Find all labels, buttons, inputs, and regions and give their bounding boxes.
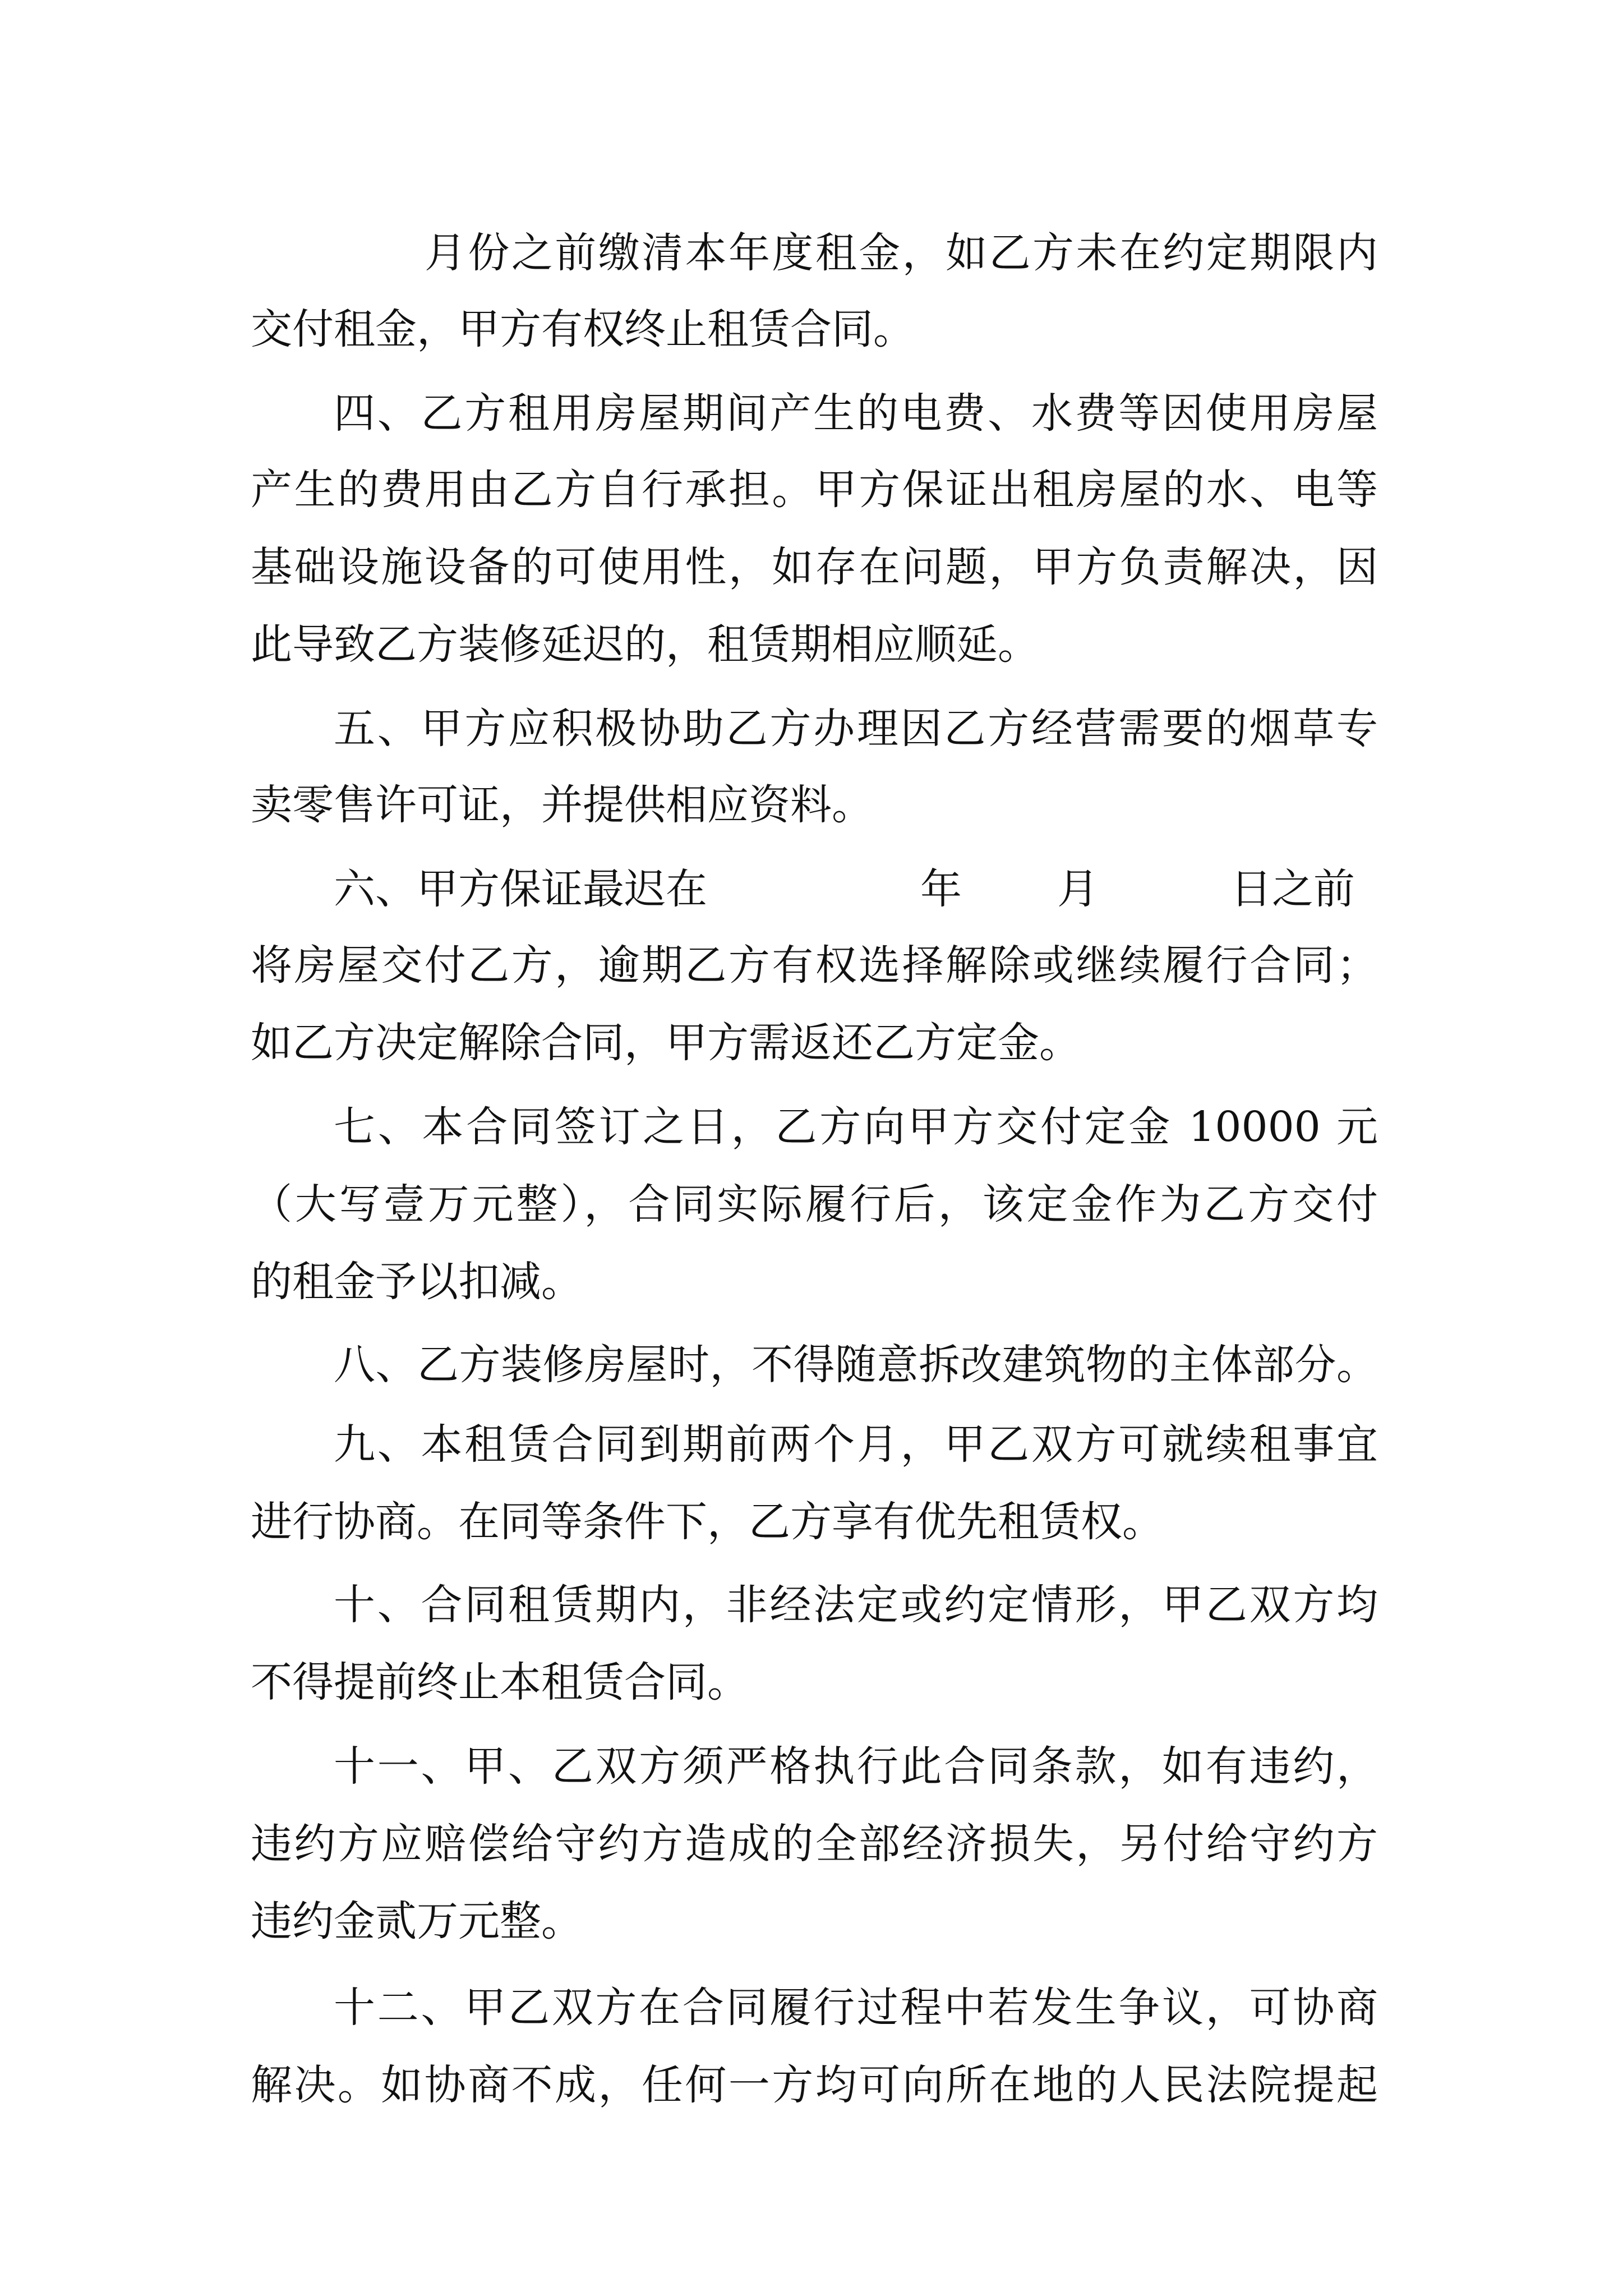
text-line <box>251 605 1378 684</box>
text-line <box>251 1165 1378 1244</box>
text-line <box>251 1003 1378 1083</box>
text-line <box>251 765 1378 845</box>
text-span: 八、乙方装修房屋时，不得随意拆改建筑物的主体部分。 <box>334 1341 1378 1389</box>
month-label: 月 <box>1057 865 1099 913</box>
text-line <box>251 450 1378 530</box>
text-span: （大写壹万元整），合同实际履行后，该定金作为乙方交付 <box>251 1180 1378 1228</box>
text-line <box>251 926 1378 1005</box>
text-span: 不得提前终止本租赁合同。 <box>251 1658 749 1706</box>
text-span: 此导致乙方装修延迟的，租赁期相应顺延。 <box>251 620 1039 669</box>
text-line <box>251 289 1378 369</box>
text-span: 七、本合同签订之日，乙方向甲方交付定金 10000 元 <box>334 1103 1378 1151</box>
year-label: 年 <box>920 865 962 913</box>
day-label: 日之前 <box>1230 865 1355 913</box>
text-span: 如乙方决定解除合同，甲方需返还乙方定金。 <box>251 1019 1081 1067</box>
clause-9-line <box>251 1405 1378 1484</box>
text-span: 的租金予以扣减。 <box>251 1258 583 1306</box>
text-line <box>251 1804 1378 1884</box>
text-span: 九、本租赁合同到期前两个月，甲乙双方可就续租事宜 <box>334 1420 1378 1469</box>
text-line <box>251 527 1378 607</box>
text-span: 月份之前缴清本年度租金，如乙方未在约定期限内 <box>425 229 1378 277</box>
text-span: 六、甲方保证最迟在 <box>334 865 707 913</box>
clause-8-line <box>251 1325 1378 1405</box>
clause-10-line <box>251 1565 1378 1645</box>
clause-12-line <box>251 1968 1378 2047</box>
text-span: 违约金贰万元整。 <box>251 1897 583 1945</box>
text-line <box>251 1881 1378 1961</box>
text-line <box>251 1242 1378 1322</box>
text-span: 解决。如协商不成，任何一方均可向所在地的人民法院提起 <box>251 2061 1378 2109</box>
text-span: 产生的费用由乙方自行承担。甲方保证出租房屋的水、电等 <box>251 466 1378 514</box>
text-span: 进行协商。在同等条件下，乙方享有优先租赁权。 <box>251 1498 1164 1546</box>
text-span: 十、合同租赁期内，非经法定或约定情形，甲乙双方均 <box>334 1581 1378 1629</box>
text-span: 违约方应赔偿给守约方造成的全部经济损失，另付给守约方 <box>251 1820 1378 1868</box>
contract-body <box>251 213 1378 2125</box>
text-line <box>251 1642 1378 1722</box>
text-line <box>251 1482 1378 1562</box>
text-line <box>251 2045 1378 2125</box>
text-span: 十二、甲乙双方在合同履行过程中若发生争议，可协商 <box>334 1984 1378 2032</box>
text-span: 四、乙方租用房屋期间产生的电费、水费等因使用房屋 <box>334 389 1378 438</box>
clause-7-line <box>251 1087 1378 1167</box>
text-span: 交付租金，甲方有权终止租赁合同。 <box>251 305 915 353</box>
text-line <box>251 213 1378 293</box>
text-span: 五、甲方应积极协助乙方办理因乙方经营需要的烟草专 <box>334 705 1378 753</box>
clause-5-line <box>251 689 1378 769</box>
clause-6-line <box>251 849 1378 929</box>
text-span: 十一、甲、乙双方须严格执行此合同条款，如有违约， <box>334 1742 1378 1791</box>
clause-4-line <box>251 374 1378 453</box>
text-span: 基础设施设备的可使用性，如存在问题，甲方负责解决，因 <box>251 543 1378 591</box>
text-span: 卖零售许可证，并提供相应资料。 <box>251 781 873 829</box>
clause-11-line <box>251 1727 1378 1806</box>
text-span: 将房屋交付乙方，逾期乙方有权选择解除或继续履行合同； <box>251 941 1378 990</box>
